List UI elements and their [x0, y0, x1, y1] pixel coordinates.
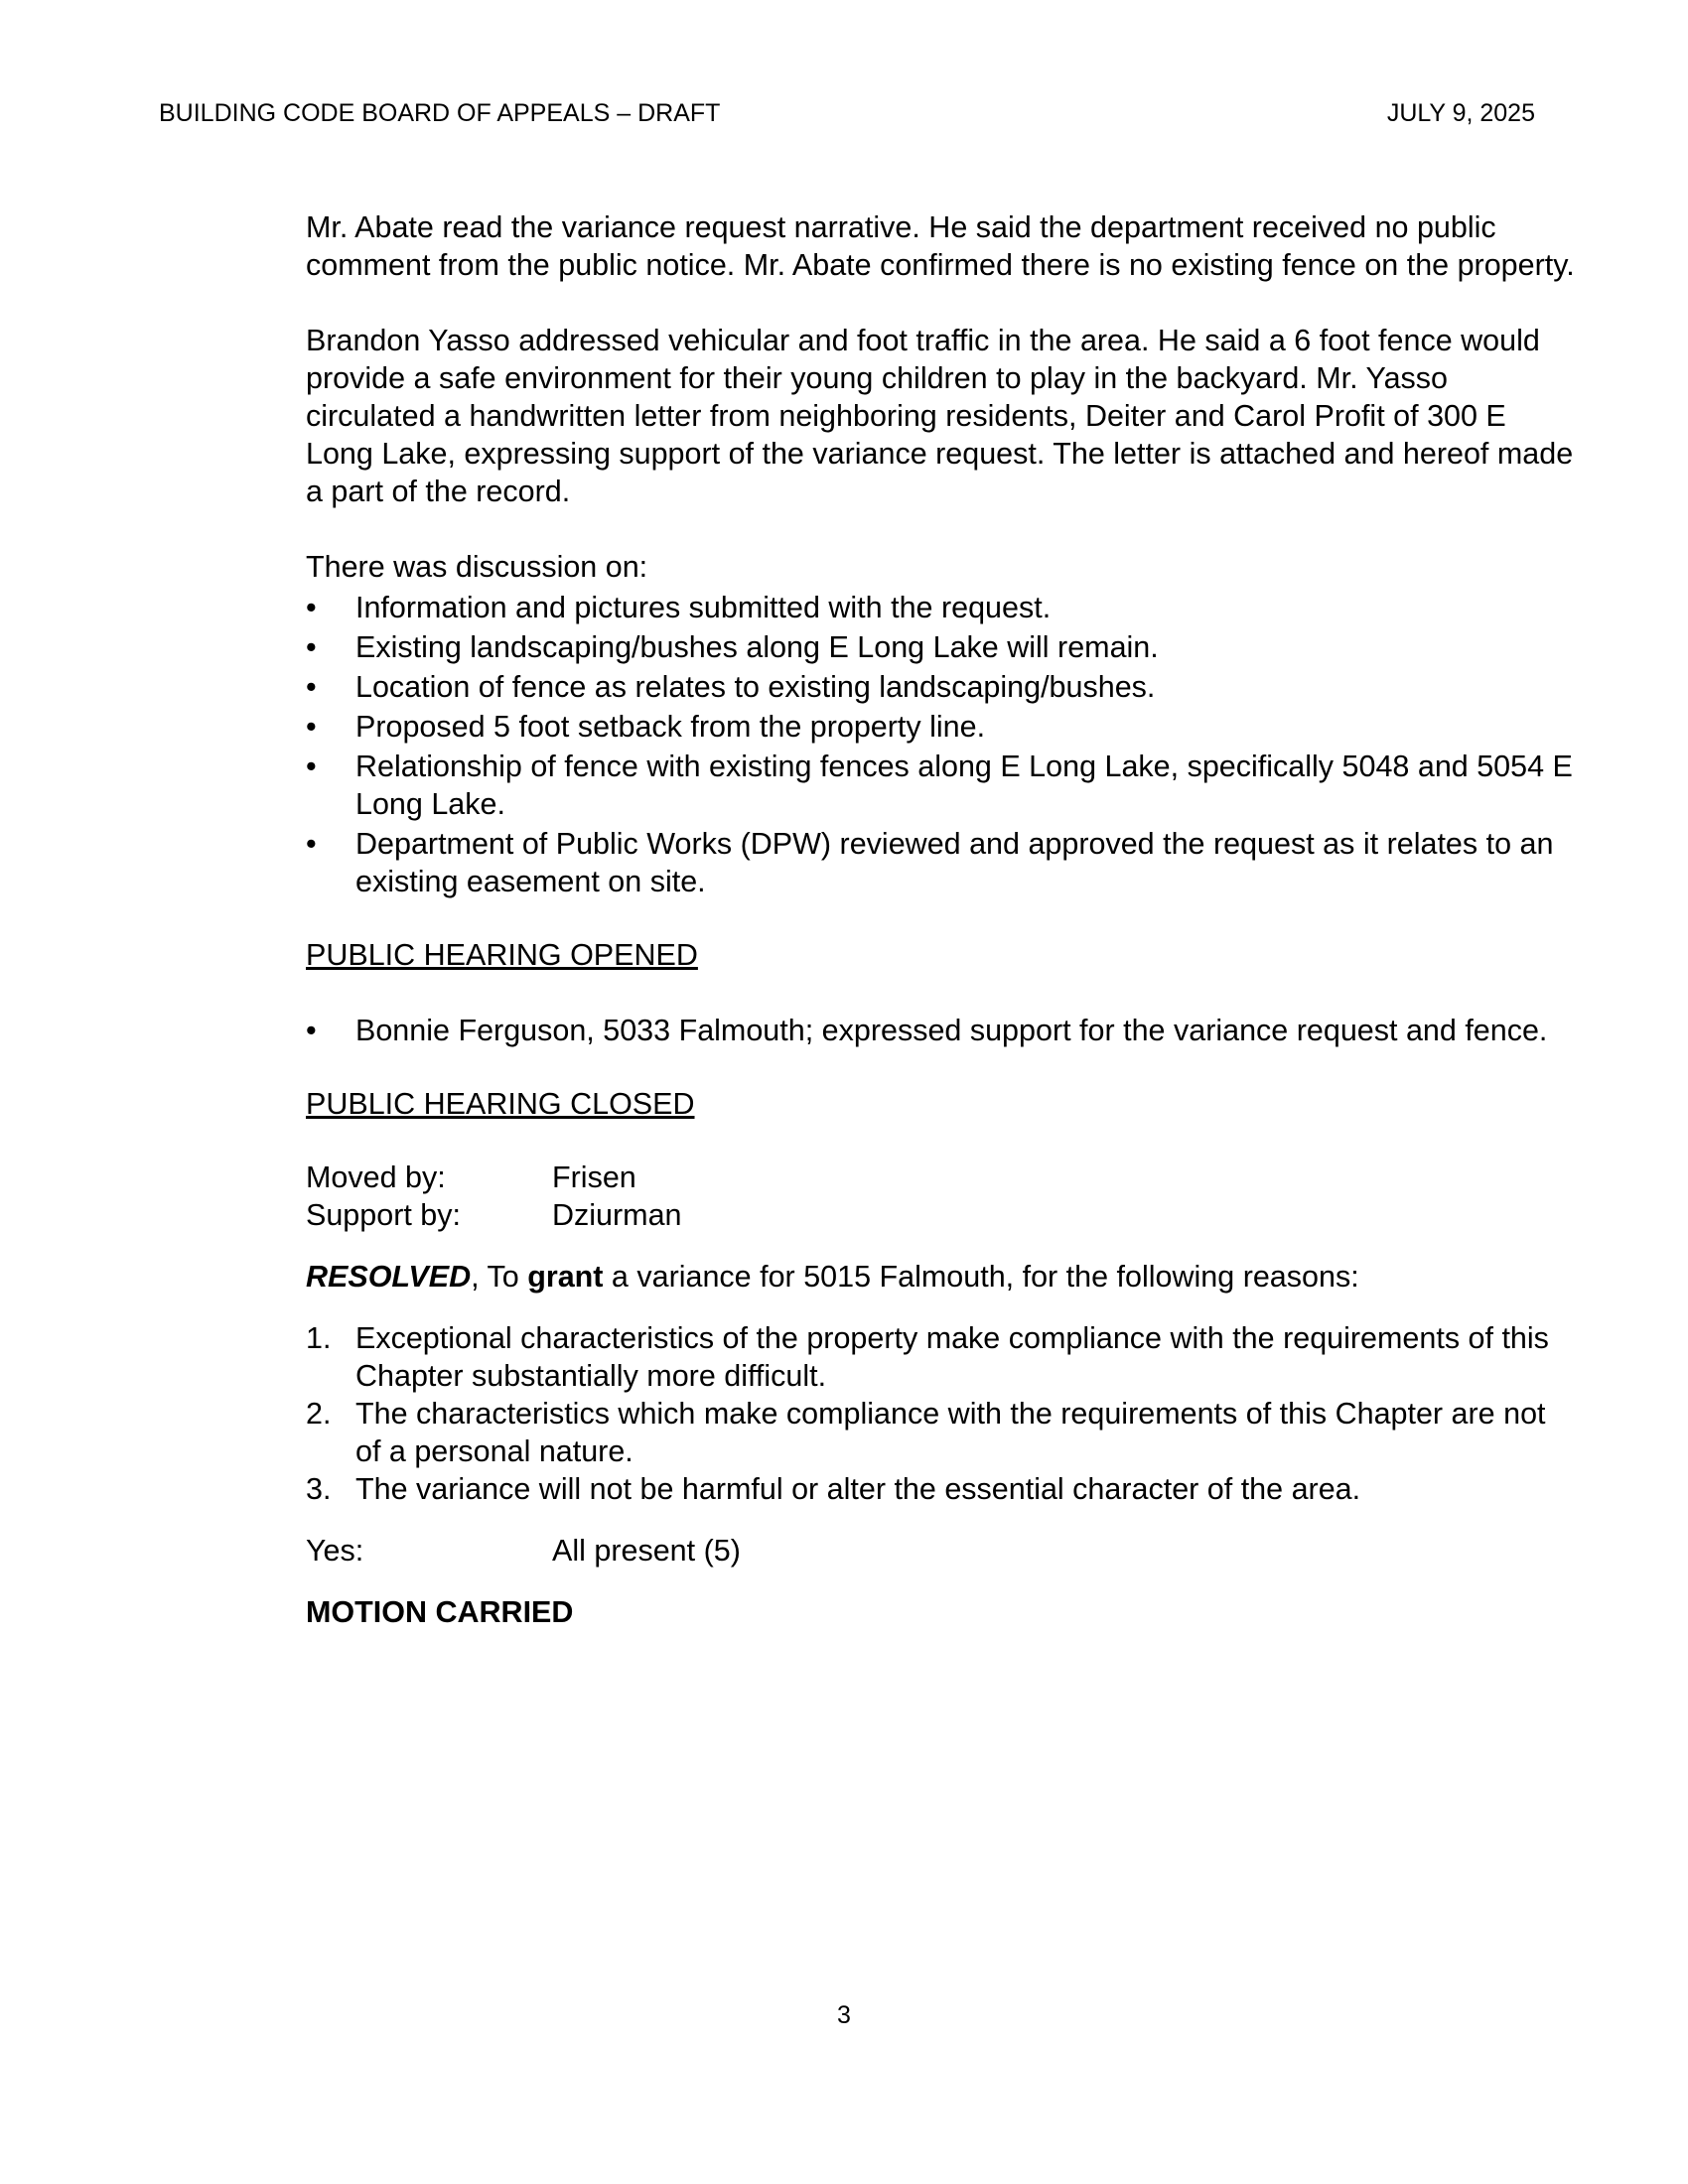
public-comment-list — [306, 1012, 1577, 1049]
public-hearing-opened-heading: PUBLIC HEARING OPENED — [306, 938, 698, 972]
support-by-label: Support by: — [306, 1198, 461, 1232]
header-date: JULY 9, 2025 — [1386, 99, 1535, 127]
support-by-row — [306, 1196, 1577, 1234]
document-body — [306, 208, 1577, 1631]
paragraph-yasso: Brandon Yasso addressed vehicular and foot traffic in the area. He said a 6 foot fence would provide a safe environment for their young children to play in the backyard. Mr. Yasso circulated a handwritten letter from neighboring residents, Deiter and Carol Profit of 300 E Long Lake, expressing support of the variance request. The letter is attached and hereof made a part of the record. — [306, 324, 1574, 508]
resolution-text-2: a variance for 5015 Falmouth, for the following reasons: — [603, 1260, 1359, 1294]
moved-by-value: Frisen — [552, 1160, 636, 1194]
list-item-text: Proposed 5 foot setback from the property line. — [355, 710, 986, 744]
list-item-text: The characteristics which make compliance with the requirements of this Chapter are not of a personal nature. — [355, 1397, 1546, 1468]
public-hearing-closed-heading: PUBLIC HEARING CLOSED — [306, 1087, 695, 1121]
list-number: 3. — [306, 1472, 332, 1506]
list-item-text: The variance will not be harmful or alter the essential character of the area. — [355, 1472, 1361, 1506]
list-item — [306, 628, 1577, 666]
list-item — [306, 589, 1577, 626]
bullet-icon: • — [306, 710, 317, 744]
motion-result: MOTION CARRIED — [306, 1595, 574, 1629]
bullet-icon: • — [306, 750, 317, 783]
grant-keyword: grant — [527, 1260, 604, 1294]
discussion-intro: There was discussion on: — [306, 550, 648, 584]
page-number: 3 — [837, 2001, 851, 2029]
list-item — [306, 1012, 1577, 1049]
list-item — [306, 748, 1577, 823]
list-item-text: Information and pictures submitted with the request. — [355, 591, 1052, 624]
vote-label: Yes: — [306, 1534, 364, 1568]
list-item-text: Bonnie Ferguson, 5033 Falmouth; expressed support for the variance request and fence. — [355, 1014, 1548, 1047]
support-by-value: Dziurman — [552, 1198, 682, 1232]
page-header — [159, 99, 1535, 128]
list-item-text: Existing landscaping/bushes along E Long Lake will remain. — [355, 630, 1159, 664]
moved-by-row — [306, 1159, 1577, 1196]
resolution-statement — [306, 1258, 1577, 1296]
list-item — [306, 708, 1577, 746]
resolved-keyword: RESOLVED — [306, 1260, 472, 1294]
bullet-icon: • — [306, 827, 317, 861]
list-item — [306, 668, 1577, 706]
bullet-icon: • — [306, 1014, 317, 1047]
bullet-icon: • — [306, 630, 317, 664]
header-title: BUILDING CODE BOARD OF APPEALS – DRAFT — [159, 99, 721, 127]
discussion-list — [306, 589, 1577, 900]
list-item — [306, 825, 1577, 900]
reasons-list — [306, 1319, 1577, 1508]
moved-by-label: Moved by: — [306, 1160, 446, 1194]
list-item — [306, 1319, 1577, 1395]
motion-movers — [306, 1159, 1577, 1234]
list-item-text: Location of fence as relates to existing landscaping/bushes. — [355, 670, 1156, 704]
bullet-icon: • — [306, 591, 317, 624]
list-item-text: Relationship of fence with existing fences along E Long Lake, specifically 5048 and 5054 E Long Lake. — [355, 750, 1573, 821]
list-item-text: Exceptional characteristics of the property make compliance with the requirements of this Chapter substantially more difficult. — [355, 1321, 1549, 1393]
vote-value: All present (5) — [552, 1534, 741, 1568]
vote-row — [306, 1532, 1577, 1570]
resolution-text-1: , To — [471, 1260, 528, 1294]
list-item — [306, 1395, 1577, 1470]
paragraph-abate: Mr. Abate read the variance request narrative. He said the department received no public comment from the public notice. Mr. Abate confirmed there is no existing fence on the property. — [306, 210, 1575, 282]
list-item — [306, 1470, 1577, 1508]
list-number: 2. — [306, 1397, 332, 1431]
discussion-section — [306, 548, 1577, 900]
bullet-icon: • — [306, 670, 317, 704]
list-number: 1. — [306, 1321, 332, 1355]
list-item-text: Department of Public Works (DPW) reviewed and approved the request as it relates to an existing easement on site. — [355, 827, 1554, 898]
